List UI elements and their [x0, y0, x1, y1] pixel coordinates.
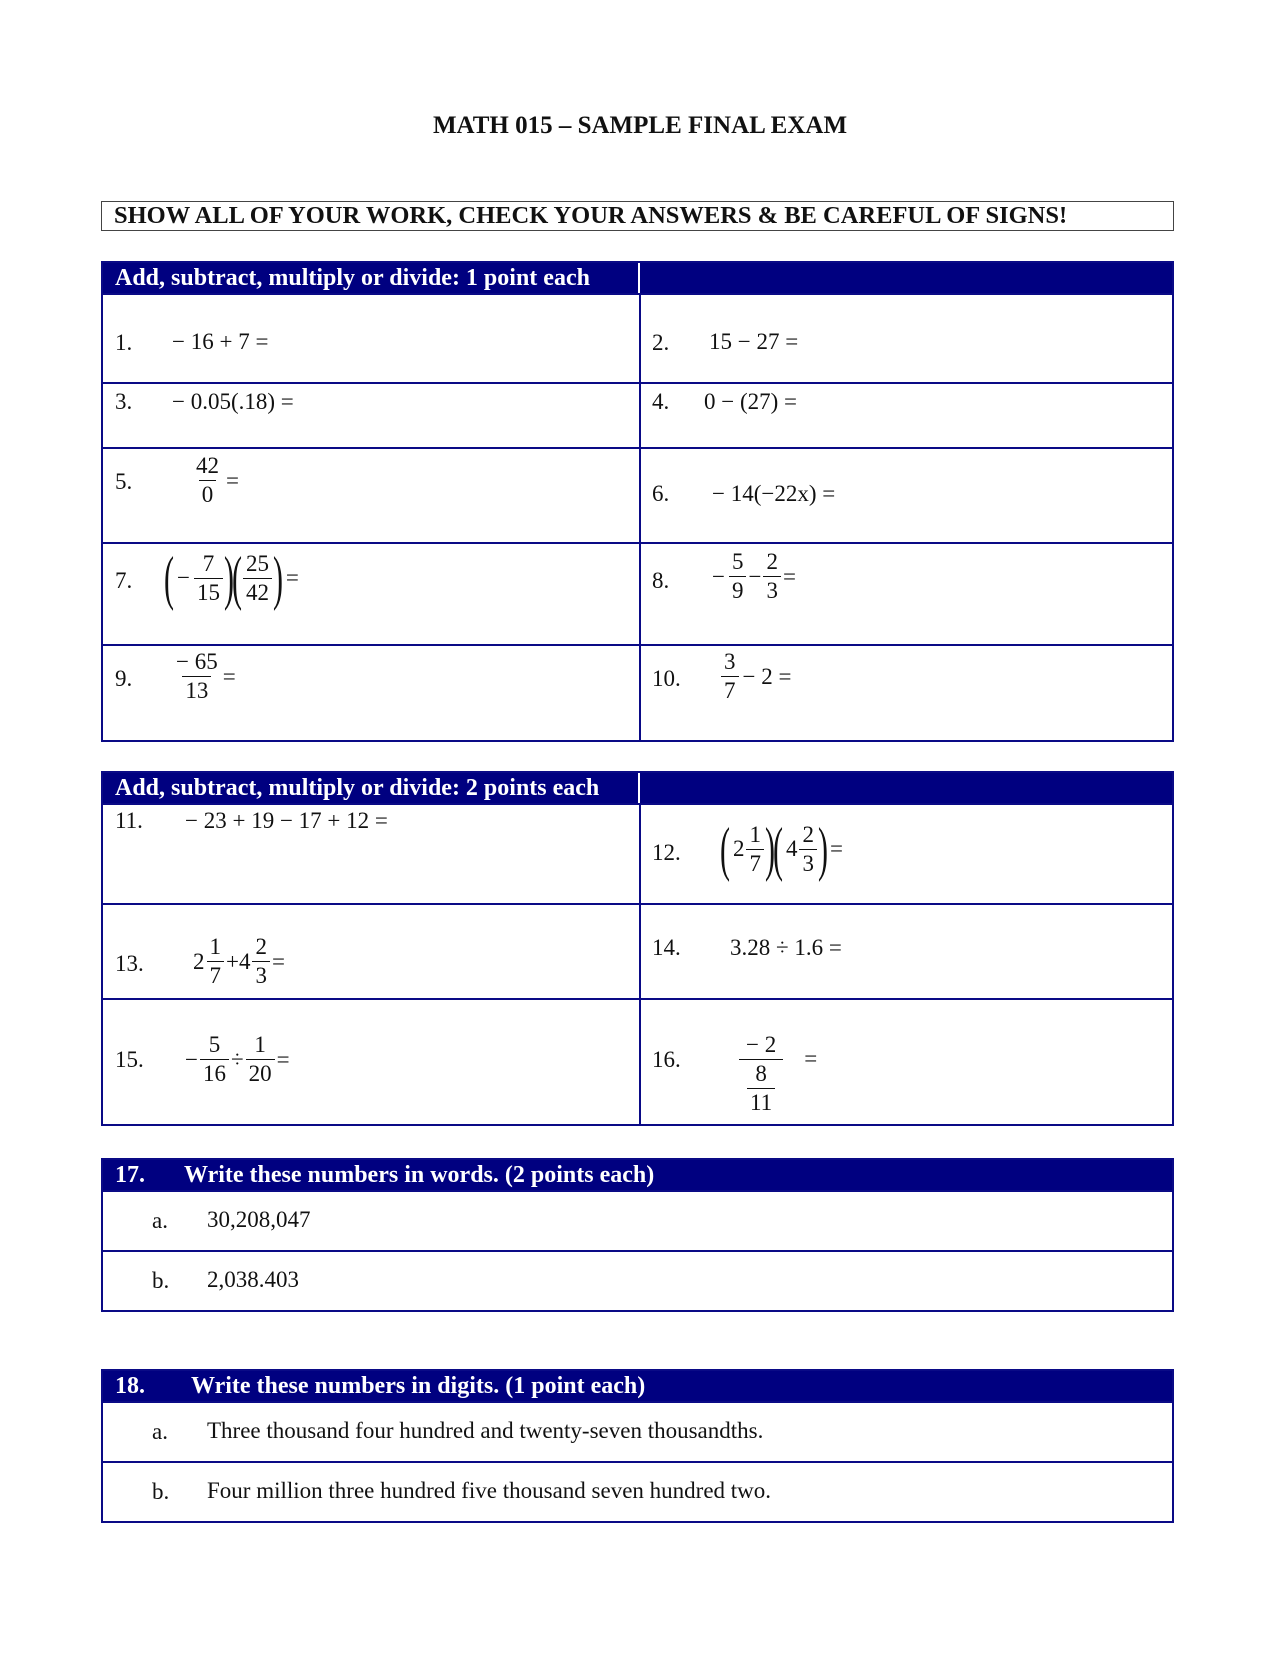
problem-6	[639, 449, 1172, 542]
problem-number: 2.	[652, 330, 670, 355]
section-header	[103, 263, 1172, 293]
problem-expression: 3.28 ÷ 1.6 =	[730, 935, 842, 960]
problem-number: 17.	[115, 1162, 145, 1188]
problem-1	[103, 295, 639, 382]
item-text: Four million three hundred five thousand seven hundred two.	[207, 1478, 772, 1503]
item-letter: a.	[152, 1419, 168, 1444]
problem-expression: 15 − 27 =	[709, 329, 799, 354]
problem-number: 15.	[115, 1047, 144, 1072]
problem-number: 13.	[115, 951, 144, 976]
problem-row	[103, 447, 1172, 542]
list-item	[103, 1250, 1172, 1310]
instructions-banner: SHOW ALL OF YOUR WORK, CHECK YOUR ANSWERS & BE CAREFUL OF SIGNS!	[101, 201, 1174, 231]
list-item	[103, 1401, 1172, 1461]
problem-number: 6.	[652, 481, 670, 506]
section-header	[103, 1160, 1172, 1190]
problem-expression: − $\frac{5}{16}$ ÷ $\frac{1}{20}$ =	[185, 1032, 290, 1086]
problem-number: 12.	[652, 840, 681, 865]
problem-number: 11.	[115, 808, 143, 833]
problem-8	[639, 544, 1172, 644]
item-letter: b.	[152, 1268, 170, 1293]
problem-expression: $\frac{- 2}{\frac{8}{11}}$ =	[736, 1031, 817, 1117]
complex-fraction: $\frac{- 2}{\frac{8}{11}}$	[738, 1031, 784, 1117]
problem-row	[103, 542, 1172, 644]
problem-row	[103, 903, 1172, 998]
problem-number: 5.	[115, 469, 133, 494]
problem-number: 8.	[652, 568, 670, 593]
section-header-label: Add, subtract, multiply or divide: 2 points each	[115, 775, 600, 801]
problem-row	[103, 998, 1172, 1124]
item-letter: a.	[152, 1208, 168, 1233]
problem-13	[103, 905, 639, 998]
problem-expression: − 23 + 19 − 17 + 12 =	[185, 808, 388, 833]
problem-number: 14.	[652, 935, 681, 960]
problem-4	[639, 384, 1172, 447]
section-header	[103, 1371, 1172, 1401]
page-title: MATH 015 – SAMPLE FINAL EXAM	[432, 112, 848, 139]
item-text: Three thousand four hundred and twenty-seven thousandths.	[207, 1418, 764, 1443]
problem-14	[639, 905, 1172, 998]
problem-number: 18.	[115, 1373, 145, 1399]
problem-expression: $\frac{- 65}{13}$ =	[176, 649, 236, 703]
problem-expression: $\frac{3}{7}$ − 2 =	[719, 648, 791, 705]
problem-row	[103, 644, 1172, 740]
list-item	[103, 1461, 1172, 1521]
problem-expression: − 0.05(.18) =	[172, 389, 294, 414]
section-header-label: Add, subtract, multiply or divide: 1 point each	[115, 265, 590, 291]
section-header	[103, 773, 1172, 803]
problem-row	[103, 293, 1172, 382]
problem-9	[103, 646, 639, 740]
problem-number: 10.	[652, 666, 681, 691]
problem-12	[639, 805, 1172, 903]
problem-expression: − 16 + 7 =	[172, 329, 269, 354]
problem-expression: ( − $\frac{7}{15}$ ) ( $\frac{25}{42}$ ) =	[163, 545, 299, 611]
section-1-point-problems	[101, 261, 1174, 742]
problem-16	[639, 1000, 1172, 1124]
problem-number: 16.	[652, 1047, 681, 1072]
section-2-point-problems	[101, 771, 1174, 1126]
problem-expression: − $\frac{5}{9}$ − $\frac{2}{3}$ =	[712, 549, 796, 603]
problem-row	[103, 803, 1172, 903]
problem-7	[103, 544, 639, 644]
problem-expression: 2 $\frac{1}{7}$ + 4 $\frac{2}{3}$ =	[193, 934, 285, 988]
problem-15	[103, 1000, 639, 1124]
problem-expression: $\frac{42}{0}$ =	[191, 452, 239, 509]
problem-expression: 0 − (27) =	[704, 389, 798, 414]
problem-number: 1.	[115, 330, 133, 355]
item-text: 30,208,047	[207, 1207, 311, 1232]
problem-expression: ( 2 $\frac{1}{7}$ ) ( 4 $\frac{2}{3}$ ) =	[719, 816, 843, 882]
item-text: 2,038.403	[207, 1267, 299, 1292]
section-digits	[101, 1369, 1174, 1523]
problem-5	[103, 449, 639, 542]
problem-11	[103, 805, 639, 903]
problem-row	[103, 382, 1172, 447]
problem-expression: − 14(−22x) =	[712, 481, 836, 506]
problem-number: 4.	[652, 389, 670, 414]
problem-2	[639, 295, 1172, 382]
problem-number: 3.	[115, 389, 133, 414]
problem-number: 7.	[115, 568, 133, 593]
section-header-label: Write these numbers in digits. (1 point each)	[191, 1373, 646, 1399]
section-words	[101, 1158, 1174, 1312]
fraction: $\frac{42}{0}$	[196, 453, 219, 507]
problem-number: 9.	[115, 666, 133, 691]
problem-3	[103, 384, 639, 447]
item-letter: b.	[152, 1479, 170, 1504]
section-header-label: Write these numbers in words. (2 points each)	[184, 1162, 655, 1188]
list-item	[103, 1190, 1172, 1250]
problem-10	[639, 646, 1172, 740]
